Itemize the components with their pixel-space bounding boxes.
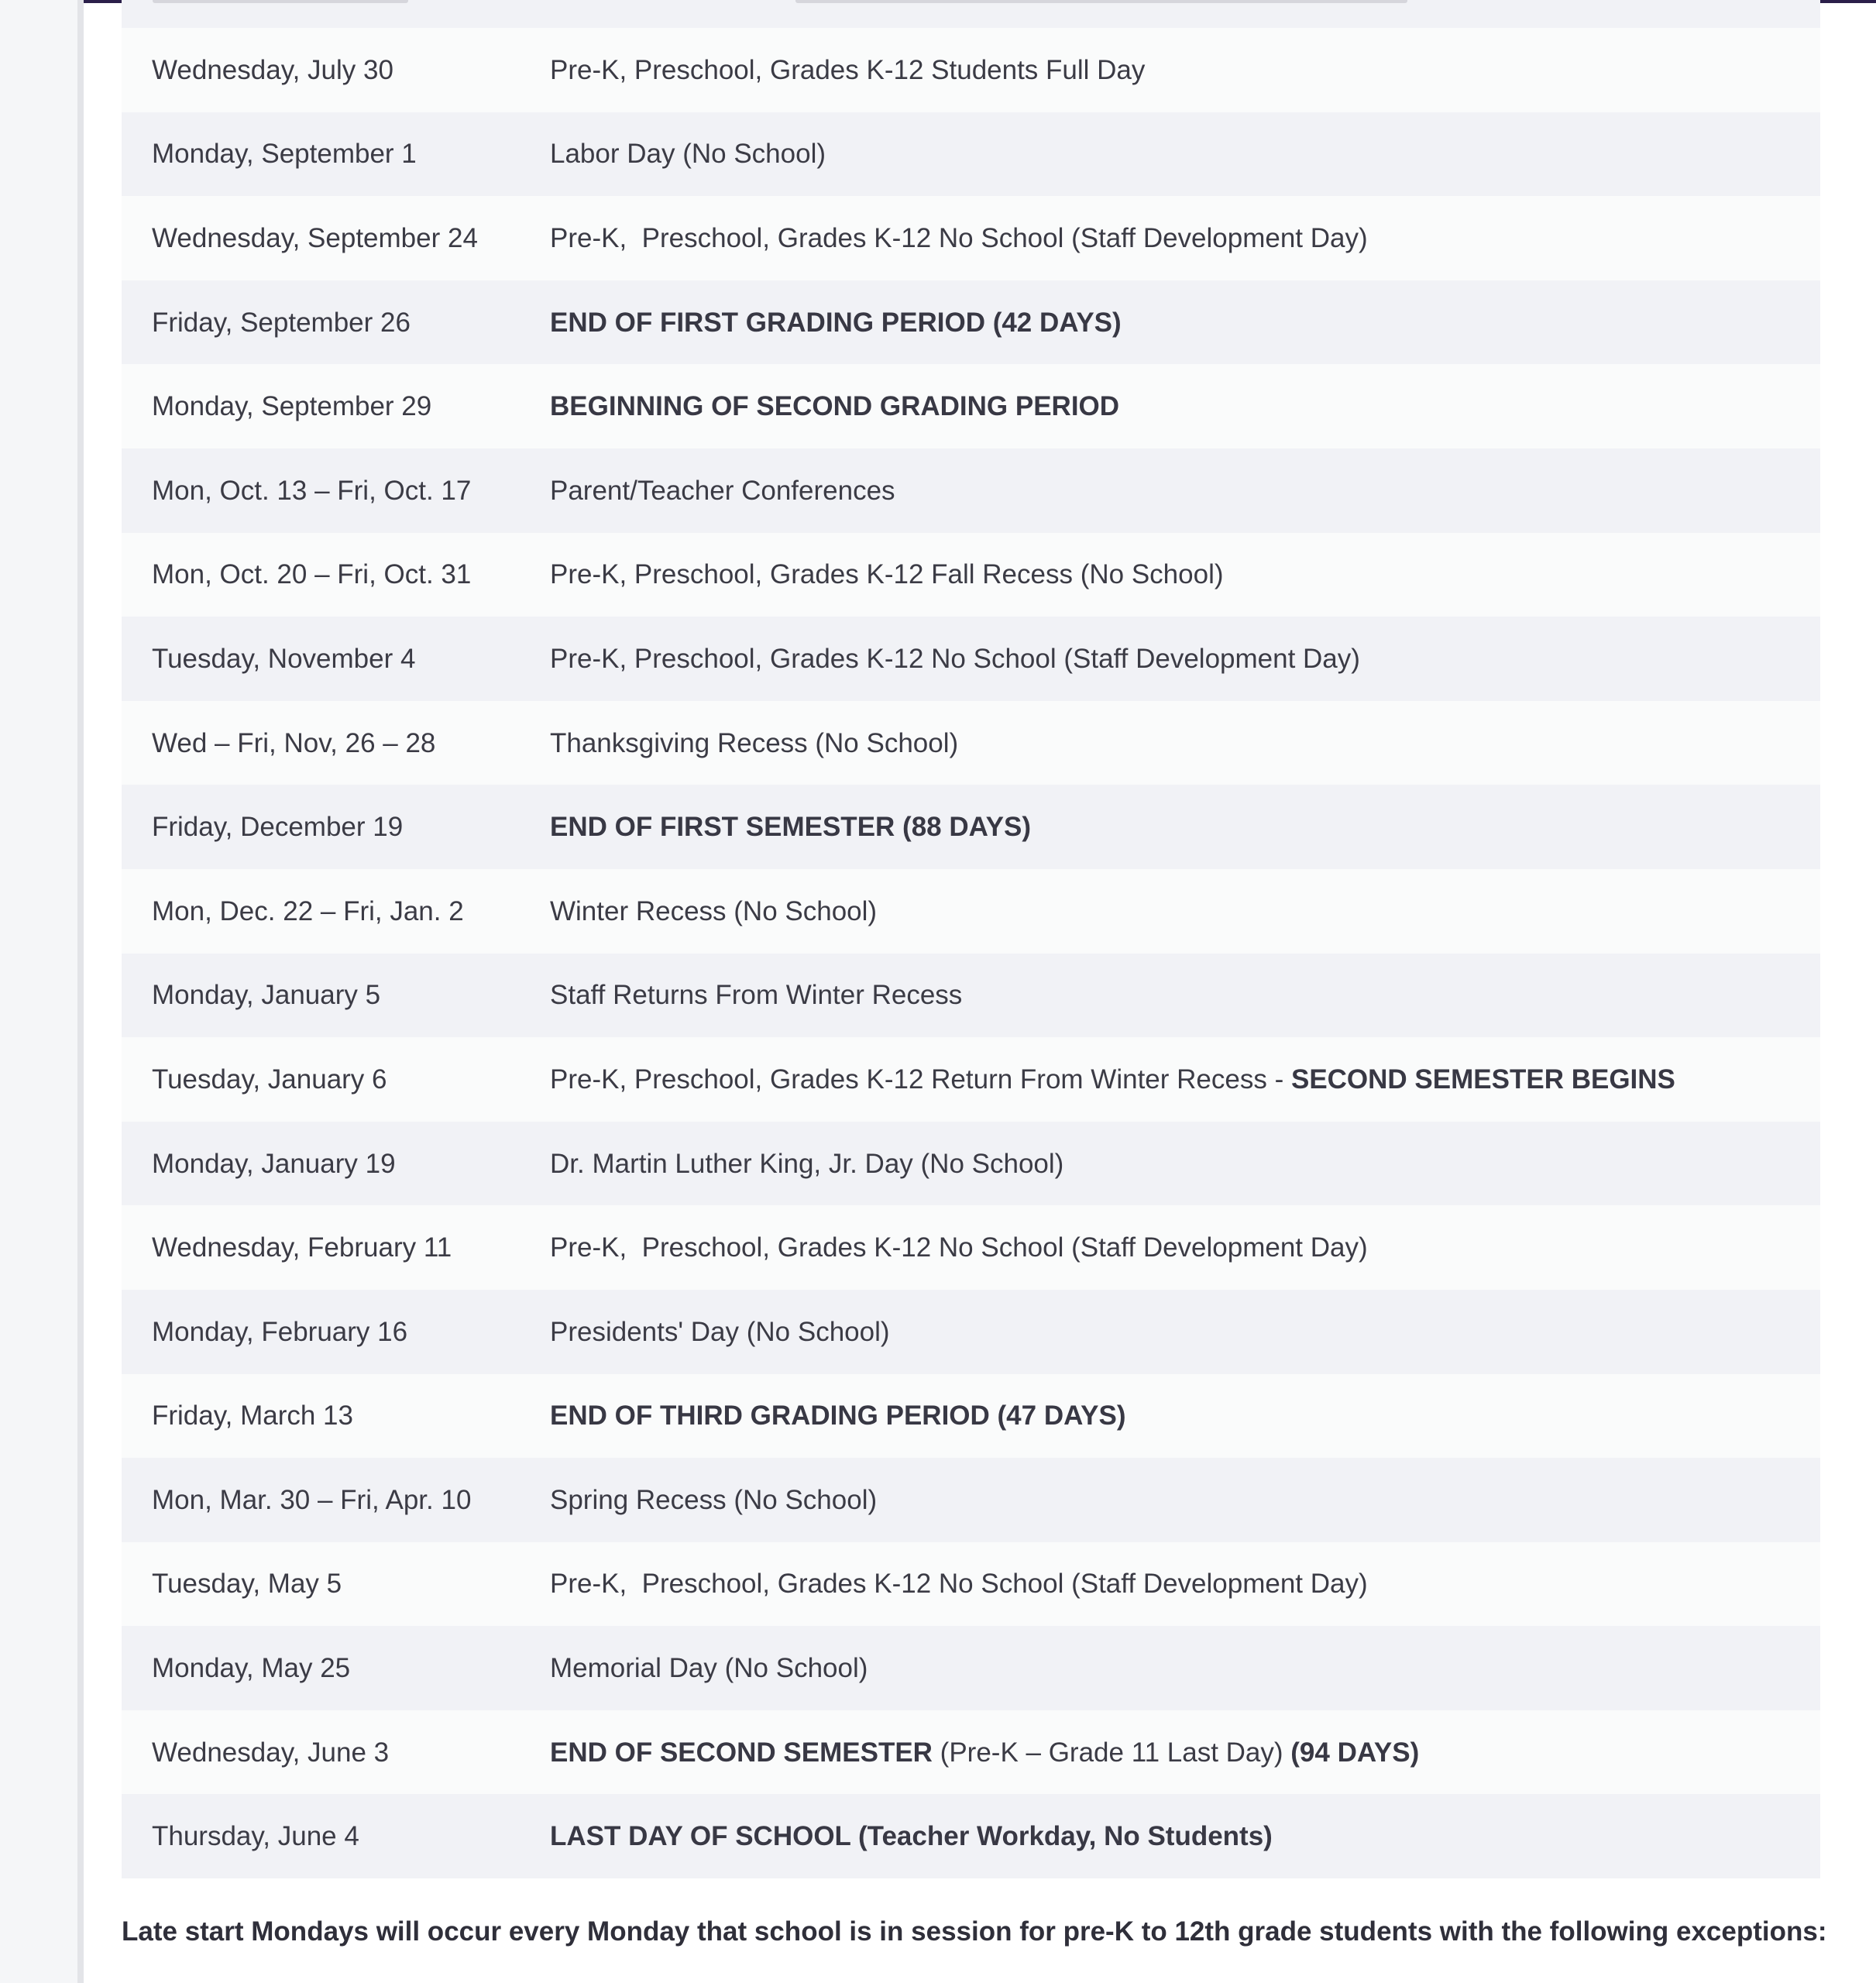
event-cell [550,727,1820,758]
date-cell: Wednesday, July 30 [152,54,393,85]
event-text: (Pre-K – Grade 11 Last Day) [932,1737,1291,1768]
date-cell: Mon, Oct. 20 – Fri, Oct. 31 [152,559,472,590]
event-cell [550,139,1820,170]
event-cell [550,1066,1820,1093]
table-row [122,617,1820,701]
cutoff-text-fragment [153,0,408,3]
date-cell: Wednesday, June 3 [152,1737,390,1768]
table-row [122,1458,1820,1542]
event-text: Staff Returns From Winter Recess [550,980,963,1011]
table-row [122,112,1820,197]
event-text: Presidents' Day (No School) [550,1316,890,1347]
date-cell: Monday, January 5 [152,980,381,1011]
event-cell [550,477,1820,504]
table-row [122,28,1820,112]
event-text: Pre-K, Preschool, Grades K-12 Return From Winter Recess - [550,1064,1291,1095]
event-text: Pre-K, Preschool, Grades K-12 No School (Staff Development Day) [550,1569,1368,1600]
table-row [122,1374,1820,1459]
table-row [122,448,1820,533]
date-cell: Mon, Dec. 22 – Fri, Jan. 2 [152,895,464,926]
date-cell: Wednesday, February 11 [152,1232,452,1263]
date-cell: Mon, Oct. 13 – Fri, Oct. 17 [152,475,472,506]
school-calendar-table [122,0,1820,1878]
table-row [122,196,1820,280]
event-cell [550,561,1820,588]
table-row-partial-cutoff [122,0,1820,28]
event-cell [550,1234,1820,1261]
event-text-bold: (94 DAYS) [1290,1737,1420,1768]
date-cell: Monday, May 25 [152,1653,351,1684]
table-row [122,785,1820,869]
table-row [122,1794,1820,1878]
date-cell: Friday, September 26 [152,307,411,338]
event-text: Pre-K, Preschool, Grades K-12 Students Full Day [550,54,1146,85]
event-cell [550,1739,1820,1766]
date-cell: Tuesday, January 6 [152,1064,387,1095]
event-cell [550,1823,1820,1850]
calendar-rows [122,28,1820,1878]
table-row [122,364,1820,448]
late-start-note: Late start Mondays will occur every Monday that school is in session for pre-K to 12th grade students with the following exceptions: [122,1916,1827,1947]
event-cell [550,393,1820,420]
left-sidebar-background [0,0,77,1983]
date-cell: Monday, September 1 [152,139,417,170]
date-cell: Wednesday, September 24 [152,222,478,253]
table-row [122,1122,1820,1206]
event-cell [550,309,1820,336]
event-text: Thanksgiving Recess (No School) [550,727,959,758]
table-row [122,1290,1820,1374]
table-row [122,280,1820,365]
table-row [122,1542,1820,1627]
event-cell [550,1150,1820,1177]
event-cell [550,645,1820,672]
date-cell: Thursday, June 4 [152,1821,359,1852]
date-cell: Monday, September 29 [152,391,432,422]
event-text-bold: BEGINNING OF SECOND GRADING PERIOD [550,391,1120,422]
event-text-bold: END OF THIRD GRADING PERIOD (47 DAYS) [550,1400,1126,1431]
event-text: Pre-K, Preschool, Grades K-12 Fall Recess (No School) [550,559,1224,590]
event-text-bold: END OF FIRST SEMESTER (88 DAYS) [550,812,1032,843]
event-text: Parent/Teacher Conferences [550,475,895,506]
date-cell: Wed – Fri, Nov, 26 – 28 [152,727,436,758]
event-cell [550,981,1820,1009]
event-text-bold: SECOND SEMESTER BEGINS [1290,1064,1675,1095]
cutoff-text-fragment [795,0,1407,3]
left-sidebar-divider [77,0,84,1983]
date-cell: Mon, Mar. 30 – Fri, Apr. 10 [152,1484,472,1515]
event-cell [550,812,1820,843]
table-row [122,954,1820,1038]
event-text: Pre-K, Preschool, Grades K-12 No School (Staff Development Day) [550,222,1368,253]
event-cell [550,54,1820,85]
table-row [122,1626,1820,1710]
date-cell: Monday, February 16 [152,1316,408,1347]
table-row [122,869,1820,954]
event-text-bold: LAST DAY OF SCHOOL (Teacher Workday, No Students) [550,1821,1273,1852]
date-cell: Monday, January 19 [152,1148,396,1179]
table-row [122,1710,1820,1795]
table-row [122,533,1820,617]
date-cell: Tuesday, May 5 [152,1569,342,1600]
event-text: Labor Day (No School) [550,139,826,170]
event-text-bold: END OF FIRST GRADING PERIOD (42 DAYS) [550,307,1122,338]
date-cell: Friday, December 19 [152,812,404,843]
main-content [122,0,1820,1878]
date-cell: Tuesday, November 4 [152,643,416,674]
date-cell: Friday, March 13 [152,1400,353,1431]
event-cell [550,1318,1820,1345]
event-cell [550,1486,1820,1514]
event-text: Pre-K, Preschool, Grades K-12 No School (Staff Development Day) [550,1232,1368,1263]
event-text: Dr. Martin Luther King, Jr. Day (No School) [550,1148,1064,1179]
event-text: Pre-K, Preschool, Grades K-12 No School (Staff Development Day) [550,643,1360,674]
event-cell [550,1655,1820,1682]
event-text: Spring Recess (No School) [550,1484,878,1515]
event-cell [550,1569,1820,1600]
event-cell [550,222,1820,253]
table-row [122,1205,1820,1290]
event-cell [550,1402,1820,1429]
table-row [122,701,1820,785]
event-text: Memorial Day (No School) [550,1653,868,1684]
event-cell [550,895,1820,926]
event-text-bold: END OF SECOND SEMESTER [550,1737,933,1768]
table-row [122,1037,1820,1122]
event-text: Winter Recess (No School) [550,895,878,926]
